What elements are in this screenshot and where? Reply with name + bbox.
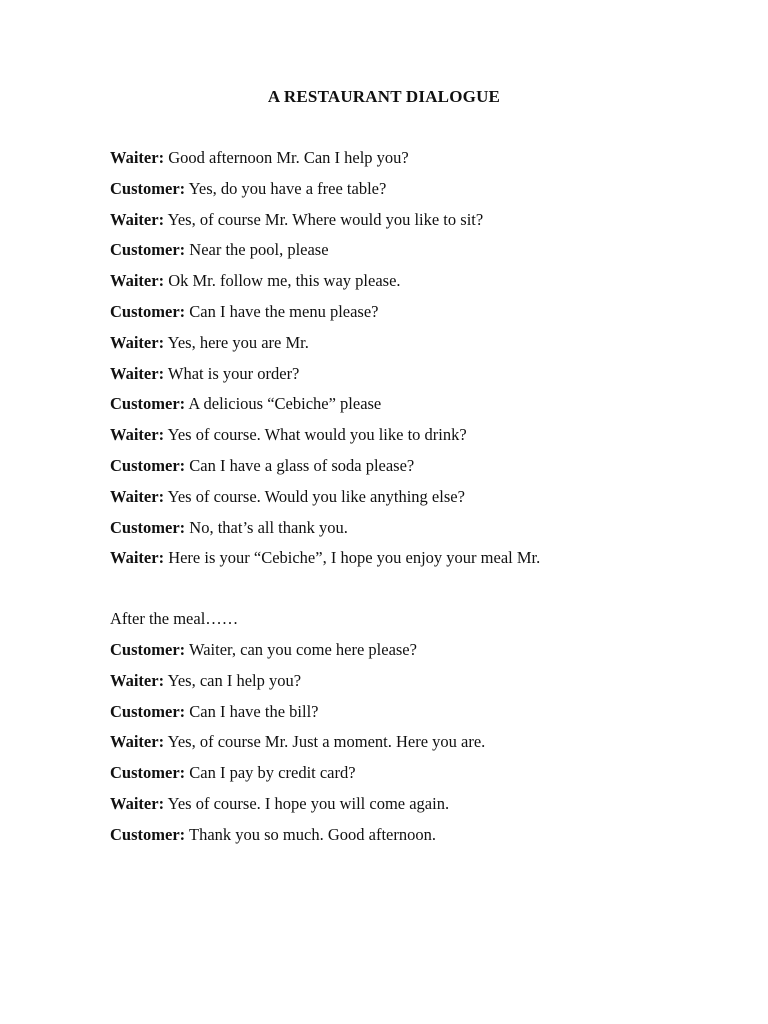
speaker-label: Customer: bbox=[110, 763, 186, 783]
dialogue-line bbox=[110, 731, 728, 753]
line-text: Yes of course. What would you like to drink? bbox=[167, 425, 467, 445]
dialogue-line bbox=[110, 209, 728, 231]
line-text: Yes, can I help you? bbox=[167, 670, 302, 690]
dialogue-line bbox=[110, 793, 728, 815]
line-text: Thank you so much. Good afternoon. bbox=[188, 824, 436, 844]
dialogue-part-2 bbox=[110, 639, 728, 846]
line-text: Yes, here you are Mr. bbox=[167, 332, 309, 352]
dialogue-line bbox=[110, 762, 728, 784]
line-text: Good afternoon Mr. Can I help you? bbox=[168, 148, 409, 167]
dialogue-line bbox=[110, 239, 728, 261]
speaker-label: Customer: bbox=[110, 240, 186, 260]
speaker-label: Waiter: bbox=[110, 732, 165, 752]
dialogue-line bbox=[110, 424, 728, 446]
speaker-label: Waiter: bbox=[110, 486, 165, 506]
dialogue-line bbox=[110, 393, 728, 415]
speaker-label: Waiter: bbox=[110, 271, 165, 291]
speaker-label: Waiter: bbox=[110, 332, 165, 352]
dialogue-line bbox=[110, 547, 728, 569]
dialogue-line bbox=[110, 824, 728, 846]
speaker-label: Customer: bbox=[110, 639, 186, 659]
speaker-label: Waiter: bbox=[110, 363, 165, 383]
speaker-label: Customer: bbox=[110, 178, 186, 198]
speaker-label: Customer: bbox=[110, 455, 186, 475]
speaker-label: Customer: bbox=[110, 824, 186, 844]
line-text: Here is your “Cebiche”, I hope you enjoy your meal Mr. bbox=[168, 548, 541, 568]
speaker-label: Customer: bbox=[110, 394, 186, 414]
speaker-label: Customer: bbox=[110, 301, 186, 321]
line-text: Yes, of course Mr. Where would you like to sit? bbox=[167, 209, 484, 229]
dialogue-line bbox=[110, 363, 728, 385]
line-text: No, that’s all thank you. bbox=[189, 517, 348, 537]
line-text: Can I have a glass of soda please? bbox=[189, 455, 415, 475]
dialogue bbox=[110, 147, 728, 855]
speaker-label: Waiter: bbox=[110, 670, 165, 690]
dialogue-line bbox=[110, 332, 728, 354]
dialogue-line bbox=[110, 178, 728, 200]
dialogue-line bbox=[110, 517, 728, 539]
dialogue-line bbox=[110, 301, 728, 323]
speaker-label: Customer: bbox=[110, 517, 186, 537]
line-text: A delicious “Cebiche” please bbox=[188, 394, 382, 414]
line-text: Ok Mr. follow me, this way please. bbox=[168, 271, 401, 291]
dialogue-line bbox=[110, 639, 728, 661]
dialogue-line bbox=[110, 455, 728, 477]
speaker-label: Waiter: bbox=[110, 209, 165, 229]
line-text: Waiter, can you come here please? bbox=[188, 639, 417, 659]
dialogue-line bbox=[110, 670, 728, 692]
after-meal-heading: After the meal…… bbox=[110, 609, 239, 629]
dialogue-part-1 bbox=[110, 147, 728, 569]
line-text: Yes of course. I hope you will come again. bbox=[167, 793, 450, 813]
speaker-label: Waiter: bbox=[110, 793, 165, 813]
line-text: Can I pay by credit card? bbox=[189, 763, 356, 783]
line-text: Yes, of course Mr. Just a moment. Here you are. bbox=[167, 732, 486, 752]
line-text: Yes of course. Would you like anything else? bbox=[167, 486, 465, 506]
dialogue-line bbox=[110, 270, 728, 292]
speaker-label: Waiter: bbox=[110, 548, 165, 568]
line-text: Can I have the bill? bbox=[189, 701, 319, 721]
line-text: What is your order? bbox=[167, 363, 300, 383]
dialogue-line bbox=[110, 701, 728, 723]
dialogue-line bbox=[110, 147, 728, 169]
line-text: Near the pool, please bbox=[189, 240, 329, 260]
speaker-label: Waiter: bbox=[110, 425, 165, 445]
dialogue-line bbox=[110, 486, 728, 508]
section-spacer bbox=[110, 578, 728, 608]
document-title: A RESTAURANT DIALOGUE bbox=[267, 87, 501, 106]
line-text: Can I have the menu please? bbox=[189, 301, 379, 321]
speaker-label: Waiter: bbox=[110, 148, 165, 167]
speaker-label: Customer: bbox=[110, 701, 186, 721]
line-text: Yes, do you have a free table? bbox=[188, 178, 387, 198]
